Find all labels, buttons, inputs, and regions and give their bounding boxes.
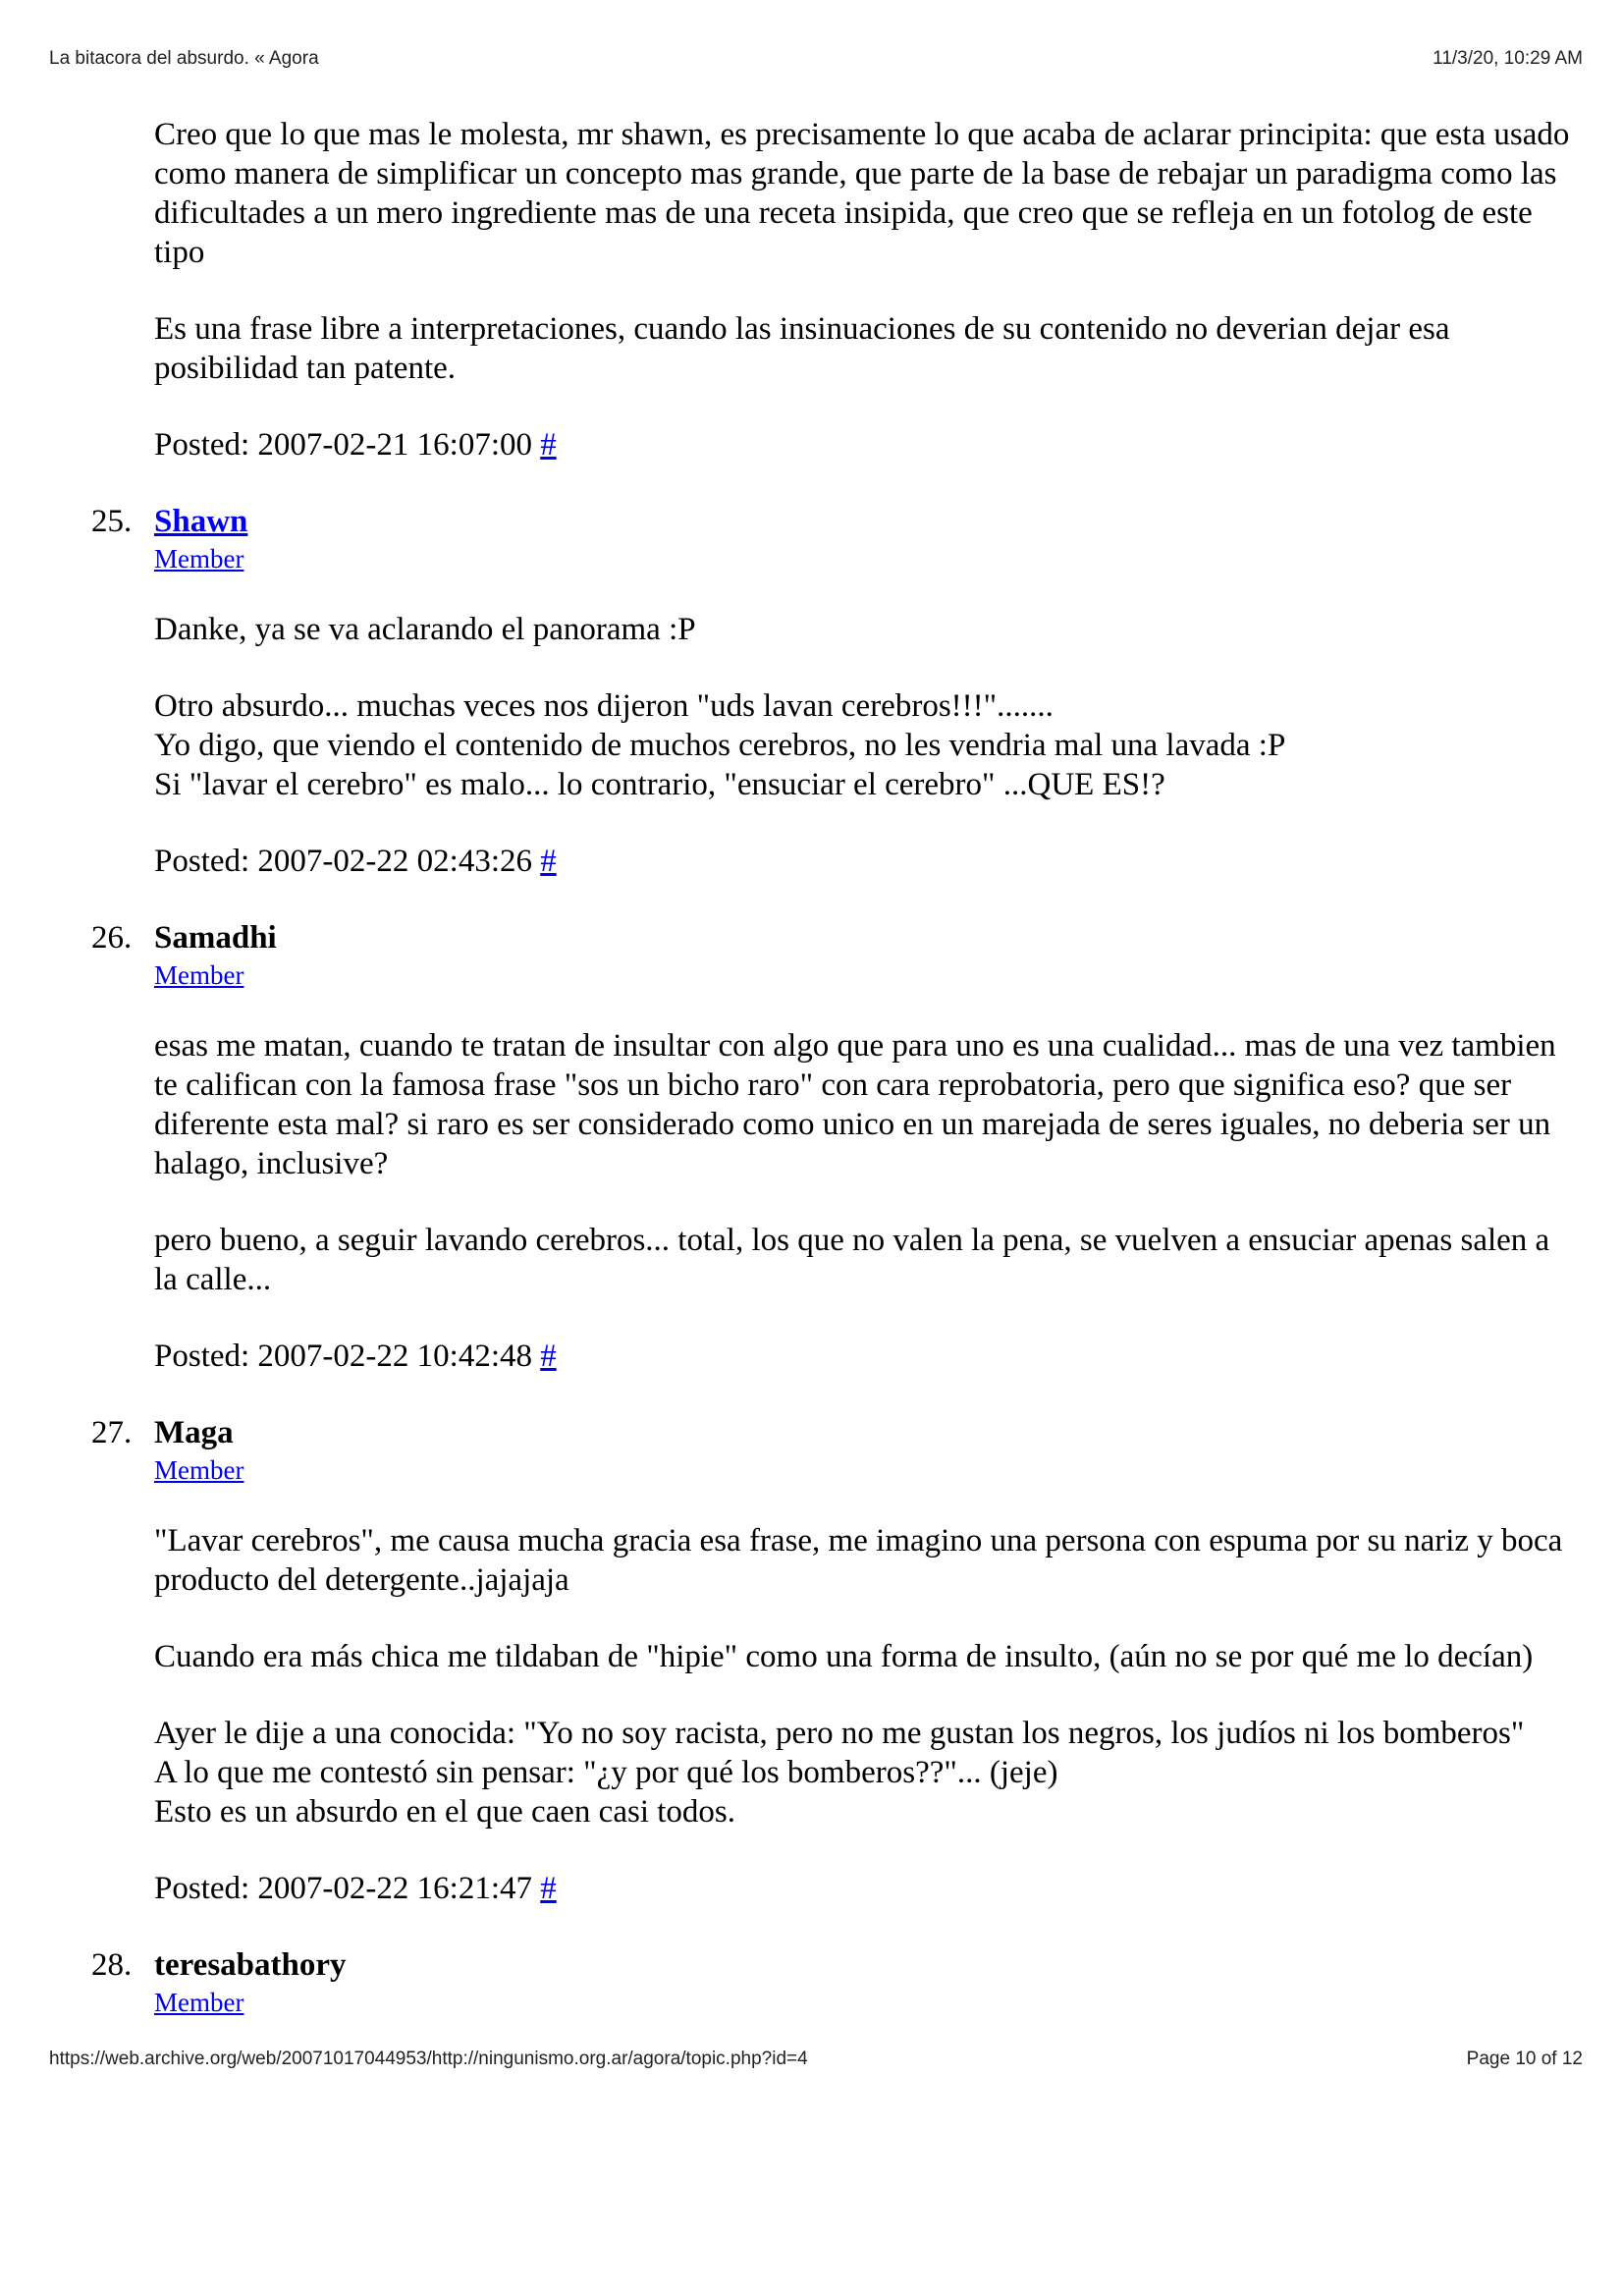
member-link[interactable]: Member — [154, 1988, 244, 2017]
comment-line: Otro absurdo... muchas veces nos dijeron "uds lavan cerebros!!!"....... — [154, 688, 1054, 724]
comment-26 — [91, 918, 1578, 1376]
posted-timestamp: Posted: 2007-02-21 16:07:00 — [154, 427, 532, 463]
comment-24-continued — [154, 115, 1578, 465]
comment-line: Ayer le dije a una conocida: "Yo no soy racista, pero no me gustan los negros, los judíos ni los bomberos" — [154, 1716, 1525, 1751]
comment-28 — [91, 1945, 1578, 2020]
comment-number: 26. — [91, 920, 133, 956]
posted-line — [154, 425, 1578, 465]
permalink-link[interactable]: # — [540, 1339, 557, 1374]
print-header — [49, 48, 1583, 70]
comment-paragraph: Danke, ya se va aclarando el panorama :P — [154, 612, 696, 647]
comment-number: 25. — [91, 504, 133, 539]
permalink-link[interactable]: # — [540, 1871, 557, 1906]
comment-25 — [91, 502, 1578, 881]
member-link[interactable]: Member — [154, 544, 244, 574]
comment-author: Samadhi — [154, 920, 277, 956]
comment-paragraph: Es una frase libre a interpretaciones, cuando las insinuaciones de su contenido no deverian dejar esa posibilidad tan patente. — [154, 311, 1450, 386]
permalink-link[interactable]: # — [540, 844, 557, 879]
comment-paragraph: Creo que lo que mas le molesta, mr shawn, es precisamente lo que acaba de aclarar principita: que esta usado como manera de simplificar un concepto mas grande, que parte de la base de rebajar un paradigma como las dificultades a un mero ingrediente mas de una receta insipida, que creo que se refleja en un fotolog de este tipo — [154, 117, 1570, 270]
print-datetime: 11/3/20, 10:29 AM — [1433, 48, 1583, 69]
posted-timestamp: Posted: 2007-02-22 02:43:26 — [154, 844, 532, 879]
member-link[interactable]: Member — [154, 1455, 244, 1485]
comment-line: Esto es un absurdo en el que caen casi todos. — [154, 1794, 736, 1830]
member-link[interactable]: Member — [154, 960, 244, 990]
comment-line: Si "lavar el cerebro" es malo... lo contrario, "ensuciar el cerebro" ...QUE ES!? — [154, 767, 1165, 802]
topic-content — [91, 115, 1578, 2053]
comment-paragraph: pero bueno, a seguir lavando cerebros... total, los que no valen la pena, se vuelven a ensuciar apenas salen a la calle... — [154, 1223, 1550, 1297]
posted-line — [154, 1337, 1578, 1376]
author-link[interactable]: Shawn — [154, 504, 248, 539]
comment-paragraph — [154, 686, 1578, 804]
comment-line: A lo que me contestó sin pensar: "¿y por qué los bomberos??"... (jeje) — [154, 1755, 1058, 1790]
comment-paragraph — [154, 1714, 1578, 1831]
comment-paragraph: esas me matan, cuando te tratan de insultar con algo que para uno es una cualidad... mas de una vez tambien te califican con la famosa frase "sos un bicho raro" con cara reprobatoria, pero que significa eso? que ser diferente esta mal? si raro es ser considerado como unico en un marejada de seres iguales, no deberia ser un halago, inclusive? — [154, 1028, 1556, 1181]
source-url: https://web.archive.org/web/20071017044953/http://ningunismo.org.ar/agora/topic.php?id=4 — [49, 2049, 808, 2069]
print-footer — [49, 2049, 1583, 2070]
posted-line — [154, 1869, 1578, 1908]
comment-number: 27. — [91, 1415, 133, 1450]
page-title: La bitacora del absurdo. « Agora — [49, 48, 319, 69]
posted-line — [154, 842, 1578, 881]
comment-line: Yo digo, que viendo el contenido de muchos cerebros, no les vendria mal una lavada :P — [154, 728, 1286, 763]
permalink-link[interactable]: # — [540, 427, 557, 463]
comment-paragraph: Cuando era más chica me tildaban de "hipie" como una forma de insulto, (aún no se por qué me lo decían) — [154, 1639, 1534, 1674]
comment-number: 28. — [91, 1947, 133, 1983]
comment-paragraph: "Lavar cerebros", me causa mucha gracia esa frase, me imagino una persona con espuma por su nariz y boca producto del detergente..jajajaja — [154, 1523, 1563, 1598]
comment-author: Maga — [154, 1415, 234, 1450]
posted-timestamp: Posted: 2007-02-22 10:42:48 — [154, 1339, 532, 1374]
page-number: Page 10 of 12 — [1466, 2049, 1583, 2069]
comment-author — [154, 502, 1578, 541]
posted-timestamp: Posted: 2007-02-22 16:21:47 — [154, 1871, 532, 1906]
comment-27 — [91, 1413, 1578, 1908]
comment-author: teresabathory — [154, 1947, 347, 1983]
